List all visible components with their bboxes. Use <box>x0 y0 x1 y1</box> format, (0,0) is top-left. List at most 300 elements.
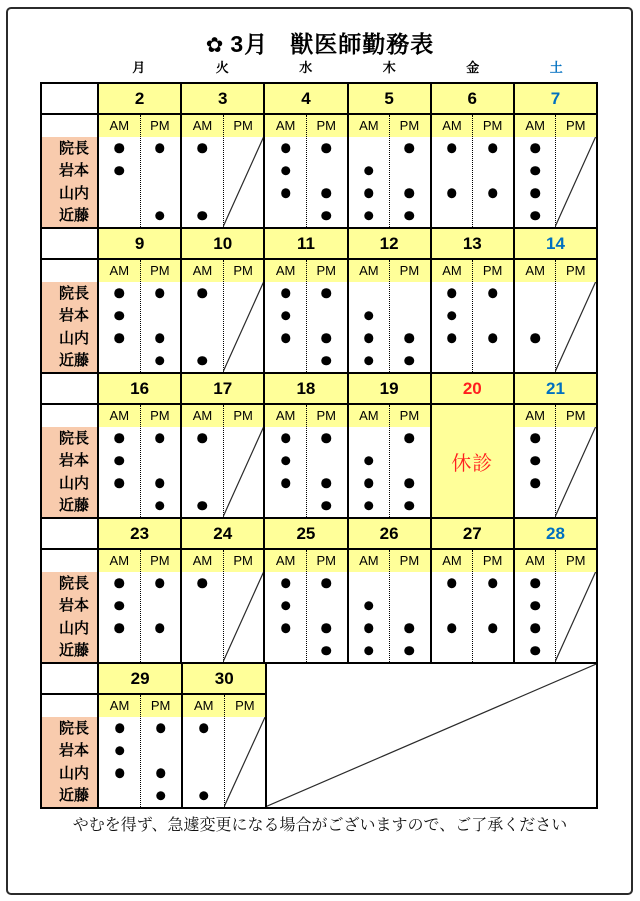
day-cell-24 <box>182 550 265 662</box>
staff-name: 岩本 <box>58 452 89 470</box>
date-cell-16: 16 <box>99 374 182 405</box>
work-dot <box>405 211 415 221</box>
pm-label: PM <box>150 263 170 278</box>
day-cell-26 <box>349 550 432 662</box>
pm-label: PM <box>235 698 255 713</box>
am-pm-divider <box>306 550 307 662</box>
work-dot <box>281 144 291 154</box>
day-cell-7 <box>515 115 596 227</box>
work-dot <box>199 724 209 734</box>
work-dot <box>156 791 166 801</box>
pm-closed-diagonal <box>555 137 596 227</box>
work-dot <box>156 769 166 779</box>
work-dot <box>155 579 165 589</box>
day-cell-21 <box>515 405 596 517</box>
work-dot <box>155 624 165 634</box>
work-dot <box>321 479 331 489</box>
pm-closed-diagonal <box>555 282 596 372</box>
work-dot <box>155 479 165 489</box>
work-dot <box>115 769 125 779</box>
day-cell-11 <box>265 260 348 372</box>
ampm-column-spacer <box>42 260 97 282</box>
pm-label: PM <box>566 553 586 568</box>
work-dot <box>488 144 498 154</box>
work-dot <box>155 144 165 154</box>
work-dot <box>321 579 331 589</box>
week-block <box>42 84 596 229</box>
name-column-spacer <box>42 229 99 260</box>
pm-label: PM <box>482 118 503 133</box>
staff-name: 近藤 <box>58 207 89 225</box>
work-dot <box>364 479 374 489</box>
am-label: AM <box>442 118 462 133</box>
work-dot <box>198 289 208 299</box>
date-cell-27: 27 <box>432 519 515 550</box>
work-dot <box>530 189 540 199</box>
work-dot <box>364 501 374 511</box>
work-dot <box>530 646 540 656</box>
am-label: AM <box>109 263 130 278</box>
week-block <box>42 664 596 807</box>
am-pm-divider <box>389 115 390 227</box>
pm-label: PM <box>233 553 253 568</box>
work-dot <box>281 479 291 489</box>
flower-icon: ✿ <box>205 34 225 57</box>
staff-name: 近藤 <box>58 497 89 515</box>
am-pm-divider <box>472 260 473 372</box>
work-dot <box>155 334 165 344</box>
staff-names <box>42 427 97 517</box>
work-dot <box>115 166 125 176</box>
work-dot <box>405 646 415 656</box>
work-dot <box>321 624 331 634</box>
work-dot <box>281 334 291 344</box>
am-pm-divider <box>306 115 307 227</box>
work-dot <box>530 456 540 466</box>
work-dot <box>281 579 291 589</box>
name-column-spacer <box>42 374 99 405</box>
work-dot <box>488 334 498 344</box>
am-label: AM <box>442 553 462 568</box>
work-dot <box>281 289 291 299</box>
am-label: AM <box>275 263 296 278</box>
staff-name-column <box>42 260 99 372</box>
work-dot <box>405 334 415 344</box>
work-dot <box>447 334 457 344</box>
pm-label: PM <box>566 408 586 423</box>
work-dot <box>281 456 291 466</box>
date-cell-9: 9 <box>99 229 182 260</box>
pm-closed-diagonal <box>223 137 264 227</box>
pm-label: PM <box>482 553 503 568</box>
work-dot <box>405 144 415 154</box>
body-row <box>42 550 596 662</box>
work-dot <box>488 579 498 589</box>
date-cell-28: 28 <box>515 519 596 550</box>
am-label: AM <box>109 118 130 133</box>
am-label: AM <box>192 118 213 133</box>
work-dot <box>115 746 125 756</box>
work-dot <box>364 334 374 344</box>
am-label: AM <box>359 408 379 423</box>
shift-table <box>40 82 598 809</box>
work-dot <box>405 501 415 511</box>
staff-name: 院長 <box>58 719 89 737</box>
work-dot <box>364 189 374 199</box>
work-dot <box>281 311 291 321</box>
date-cell-24: 24 <box>182 519 265 550</box>
work-dot <box>115 579 125 589</box>
pm-label: PM <box>233 263 253 278</box>
am-pm-divider <box>306 405 307 517</box>
work-dot <box>115 311 125 321</box>
body-row <box>42 115 596 227</box>
am-label: AM <box>525 408 545 423</box>
pm-closed-diagonal <box>224 717 265 807</box>
day-cell-2 <box>99 115 182 227</box>
day-cell-13 <box>432 260 515 372</box>
work-dot <box>156 724 166 734</box>
pm-label: PM <box>316 118 336 133</box>
am-label: AM <box>525 118 545 133</box>
staff-names <box>42 282 97 372</box>
staff-name: 山内 <box>58 474 89 492</box>
am-label: AM <box>275 118 296 133</box>
work-dot <box>488 189 498 199</box>
am-label: AM <box>193 698 214 713</box>
am-label: AM <box>275 408 296 423</box>
work-dot <box>281 601 291 611</box>
work-dot <box>321 646 331 656</box>
work-dot <box>488 289 498 299</box>
work-dot <box>364 601 374 611</box>
day-cell-10 <box>182 260 265 372</box>
date-row <box>42 84 596 115</box>
work-dot <box>281 434 291 444</box>
name-column-spacer <box>42 84 99 115</box>
work-dot <box>405 356 415 366</box>
staff-name: 院長 <box>58 574 89 592</box>
week-block <box>42 374 596 519</box>
date-cell-13: 13 <box>432 229 515 260</box>
work-dot <box>115 624 125 634</box>
work-dot <box>115 289 125 299</box>
date-cell-2: 2 <box>99 84 182 115</box>
title-month: 3月 <box>230 31 269 57</box>
work-dot <box>364 311 374 321</box>
empty-area-diagonal <box>265 664 596 807</box>
day-cell-29 <box>99 695 183 807</box>
body-row <box>42 405 596 517</box>
staff-name: 山内 <box>58 184 89 202</box>
am-pm-divider <box>140 550 141 662</box>
work-dot <box>115 724 125 734</box>
work-dot <box>530 624 540 634</box>
date-cell-29: 29 <box>99 664 183 695</box>
am-label: AM <box>359 553 379 568</box>
work-dot <box>364 456 374 466</box>
work-dot <box>198 501 208 511</box>
work-dot <box>321 144 331 154</box>
day-cell-5 <box>349 115 432 227</box>
date-cell-12: 12 <box>349 229 432 260</box>
pm-closed-diagonal <box>223 282 264 372</box>
am-pm-divider <box>140 405 141 517</box>
work-dot <box>321 289 331 299</box>
work-dot <box>530 211 540 221</box>
work-dot <box>530 601 540 611</box>
pm-label: PM <box>150 408 170 423</box>
work-dot <box>281 624 291 634</box>
am-pm-divider <box>472 550 473 662</box>
work-dot <box>530 144 540 154</box>
date-cell-23: 23 <box>99 519 182 550</box>
week-block <box>42 519 596 664</box>
work-dot <box>447 189 457 199</box>
am-pm-divider <box>389 260 390 372</box>
am-label: AM <box>359 263 379 278</box>
date-cell-18: 18 <box>265 374 348 405</box>
am-label: AM <box>109 698 130 713</box>
day-cell-23 <box>99 550 182 662</box>
weekday-label: 土 <box>549 60 563 75</box>
date-cell-25: 25 <box>265 519 348 550</box>
staff-name-column <box>42 405 99 517</box>
work-dot <box>405 479 415 489</box>
work-dot <box>321 356 331 366</box>
work-dot <box>115 334 125 344</box>
staff-name: 近藤 <box>58 787 89 805</box>
work-dot <box>364 646 374 656</box>
am-label: AM <box>525 263 545 278</box>
closed-label: 休診 <box>451 452 494 475</box>
work-dot <box>447 144 457 154</box>
date-row <box>42 374 596 405</box>
work-dot <box>115 144 125 154</box>
work-dot <box>321 334 331 344</box>
ampm-column-spacer <box>42 405 97 427</box>
work-dot <box>530 166 540 176</box>
date-cell-26: 26 <box>349 519 432 550</box>
day-cell-28 <box>515 550 596 662</box>
work-dot <box>321 501 331 511</box>
work-dot <box>155 501 165 511</box>
pm-closed-diagonal <box>555 427 596 517</box>
pm-label: PM <box>566 118 586 133</box>
day-cell-16 <box>99 405 182 517</box>
work-dot <box>364 211 374 221</box>
day-cell-6 <box>432 115 515 227</box>
date-row <box>42 229 596 260</box>
weekday-header-row <box>97 57 598 77</box>
pm-label: PM <box>233 408 253 423</box>
staff-name-column <box>42 115 99 227</box>
pm-label: PM <box>316 408 336 423</box>
pm-label: PM <box>316 553 336 568</box>
footer-note: やむを得ず、急遽変更になる場合がございますので、ご了承ください <box>72 817 568 834</box>
date-cell-4: 4 <box>265 84 348 115</box>
work-dot <box>364 356 374 366</box>
am-label: AM <box>275 553 296 568</box>
am-label: AM <box>192 263 213 278</box>
staff-name: 岩本 <box>58 307 89 325</box>
staff-name: 岩本 <box>58 597 89 615</box>
staff-name-column <box>42 695 99 807</box>
date-cell-6: 6 <box>432 84 515 115</box>
am-pm-divider <box>389 550 390 662</box>
date-cell-30: 30 <box>183 664 267 695</box>
work-dot <box>364 166 374 176</box>
work-dot <box>155 289 165 299</box>
am-label: AM <box>525 553 545 568</box>
am-pm-divider <box>306 260 307 372</box>
pm-label: PM <box>399 408 420 423</box>
date-cell-21: 21 <box>515 374 596 405</box>
work-dot <box>281 166 291 176</box>
pm-label: PM <box>150 553 170 568</box>
am-pm-divider <box>140 260 141 372</box>
am-label: AM <box>192 408 213 423</box>
work-dot <box>447 311 457 321</box>
day-cell-3 <box>182 115 265 227</box>
work-dot <box>115 456 125 466</box>
date-row <box>42 519 596 550</box>
staff-name: 山内 <box>58 619 89 637</box>
pm-label: PM <box>233 118 253 133</box>
weekday-label: 木 <box>382 60 396 75</box>
staff-name: 岩本 <box>58 162 89 180</box>
staff-names <box>42 717 97 807</box>
weekday-label: 水 <box>299 60 313 75</box>
work-dot <box>405 434 415 444</box>
ampm-column-spacer <box>42 115 97 137</box>
work-dot <box>115 434 125 444</box>
staff-name: 院長 <box>58 284 89 302</box>
work-dot <box>115 601 125 611</box>
ampm-column-spacer <box>42 550 97 572</box>
am-label: AM <box>109 553 130 568</box>
am-label: AM <box>442 263 462 278</box>
day-cell-9 <box>99 260 182 372</box>
day-cell-18 <box>265 405 348 517</box>
weekday-label: 火 <box>215 60 229 75</box>
pm-label: PM <box>316 263 336 278</box>
work-dot <box>155 356 165 366</box>
title-text: 獣医師勤務表 <box>290 31 435 57</box>
work-dot <box>321 434 331 444</box>
work-dot <box>198 356 208 366</box>
day-cell-14 <box>515 260 596 372</box>
work-dot <box>530 479 540 489</box>
body-row <box>42 260 596 372</box>
date-cell-14: 14 <box>515 229 596 260</box>
pm-closed-diagonal <box>223 572 264 662</box>
work-dot <box>115 479 125 489</box>
day-cell-30 <box>183 695 267 807</box>
day-cell-12 <box>349 260 432 372</box>
work-dot <box>405 189 415 199</box>
pm-label: PM <box>399 553 420 568</box>
day-cell-27 <box>432 550 515 662</box>
staff-name: 山内 <box>58 764 89 782</box>
am-pm-divider <box>472 115 473 227</box>
am-pm-divider <box>140 695 141 807</box>
am-pm-divider <box>389 405 390 517</box>
date-cell-20: 20 <box>432 374 515 405</box>
work-dot <box>198 434 208 444</box>
staff-name: 岩本 <box>58 742 89 760</box>
name-column-spacer <box>42 519 99 550</box>
work-dot <box>155 434 165 444</box>
date-cell-5: 5 <box>349 84 432 115</box>
work-dot <box>530 334 540 344</box>
date-cell-3: 3 <box>182 84 265 115</box>
pm-label: PM <box>399 118 420 133</box>
day-cell-25 <box>265 550 348 662</box>
date-cell-11: 11 <box>265 229 348 260</box>
work-dot <box>321 211 331 221</box>
pm-label: PM <box>150 118 170 133</box>
ampm-column-spacer <box>42 695 97 717</box>
day-cell-20 <box>432 405 515 517</box>
staff-name: 院長 <box>58 429 89 447</box>
pm-label: PM <box>399 263 420 278</box>
work-dot <box>281 189 291 199</box>
staff-names <box>42 572 97 662</box>
name-column-spacer <box>42 664 99 695</box>
work-dot <box>155 211 165 221</box>
weekday-label: 金 <box>466 60 480 75</box>
am-label: AM <box>192 553 213 568</box>
work-dot <box>488 624 498 634</box>
work-dot <box>447 579 457 589</box>
staff-name: 院長 <box>58 139 89 157</box>
pm-closed-diagonal <box>555 572 596 662</box>
work-dot <box>199 791 209 801</box>
am-label: AM <box>359 118 379 133</box>
week-block <box>42 229 596 374</box>
pm-label: PM <box>150 698 171 713</box>
day-cell-4 <box>265 115 348 227</box>
staff-name: 近藤 <box>58 352 89 370</box>
staff-names <box>42 137 97 227</box>
work-dot <box>530 579 540 589</box>
day-cell-17 <box>182 405 265 517</box>
work-dot <box>321 189 331 199</box>
pm-label: PM <box>566 263 586 278</box>
work-dot <box>198 144 208 154</box>
day-cell-19 <box>349 405 432 517</box>
am-label: AM <box>109 408 130 423</box>
work-dot <box>198 579 208 589</box>
pm-label: PM <box>482 263 503 278</box>
date-cell-19: 19 <box>349 374 432 405</box>
staff-name: 近藤 <box>58 642 89 660</box>
work-dot <box>198 211 208 221</box>
weekday-label: 月 <box>132 60 146 75</box>
date-cell-7: 7 <box>515 84 596 115</box>
page-title <box>0 26 640 59</box>
work-dot <box>530 434 540 444</box>
staff-name-column <box>42 550 99 662</box>
pm-closed-diagonal <box>223 427 264 517</box>
work-dot <box>405 624 415 634</box>
work-dot <box>447 624 457 634</box>
date-cell-10: 10 <box>182 229 265 260</box>
date-cell-17: 17 <box>182 374 265 405</box>
am-pm-divider <box>140 115 141 227</box>
work-dot <box>364 624 374 634</box>
